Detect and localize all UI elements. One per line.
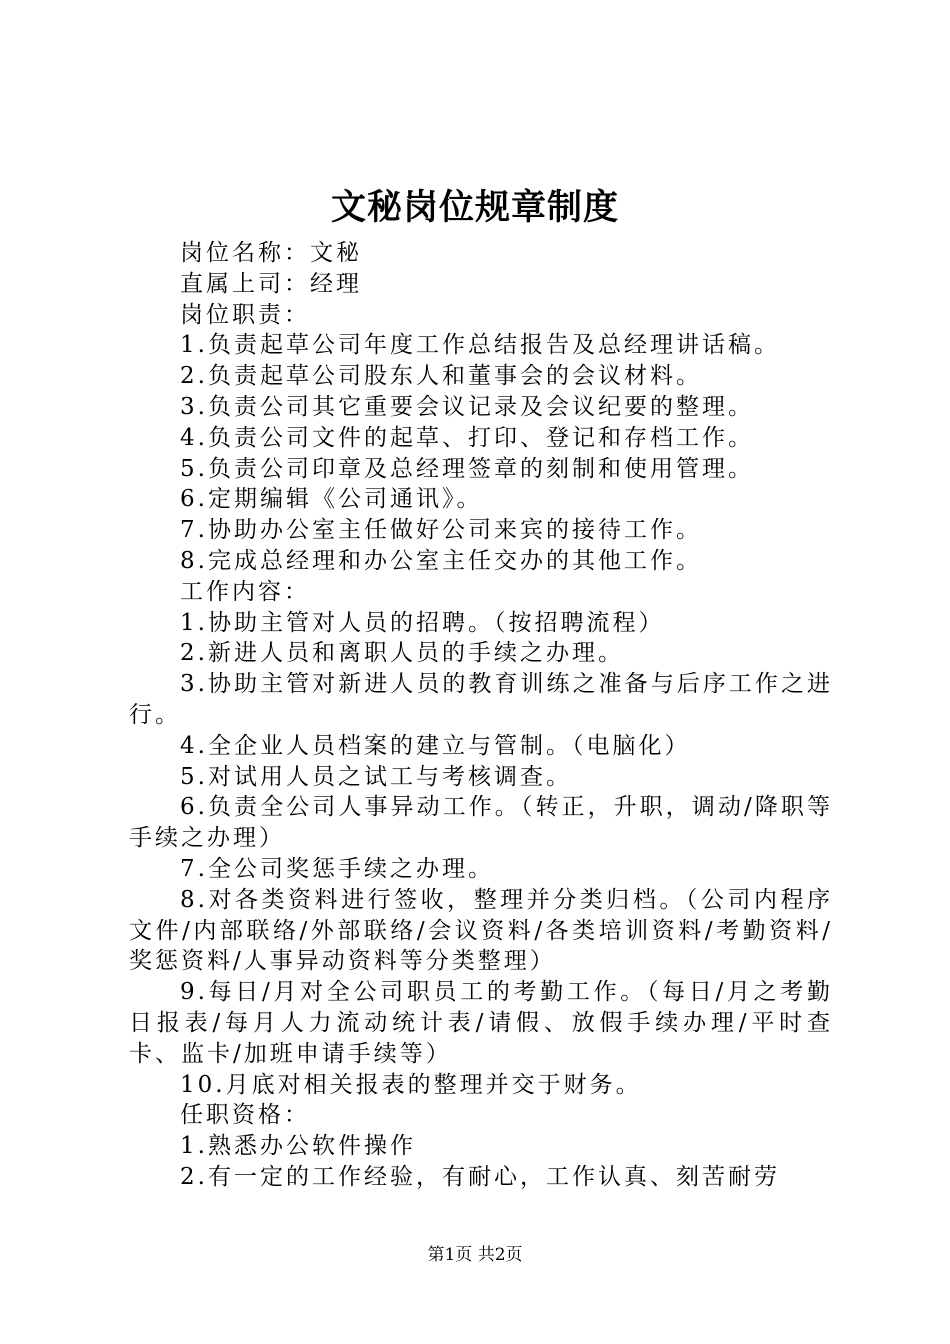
duty-item: 1.负责起草公司年度工作总结报告及总经理讲话稿。 — [180, 332, 780, 359]
work-item: 9.每日/月对全公司职员工的考勤工作。（每日/月之考勤日报表/每月人力流动统计表/请假、放假手续办理/平时查卡、监卡/加班申请手续等） — [129, 979, 833, 1067]
duty-item: 4.负责公司文件的起草、打印、登记和存档工作。 — [180, 424, 754, 451]
work-item: 10.月底对相关报表的整理并交于财务。 — [180, 1071, 642, 1098]
work-item: 2.新进人员和离职人员的手续之办理。 — [180, 640, 624, 667]
job-title-line: 岗位名称：文秘 — [180, 240, 362, 266]
duty-item: 2.负责起草公司股东人和董事会的会议材料。 — [180, 363, 702, 390]
section-heading-duties: 岗位职责： — [180, 301, 310, 328]
supervisor-line: 直属上司：经理 — [180, 270, 362, 297]
page-indicator: 第1页 共2页 — [427, 1245, 523, 1265]
document-body — [129, 238, 833, 1193]
work-item: 1.协助主管对人员的招聘。（按招聘流程） — [180, 609, 665, 636]
work-item: 7.全公司奖惩手续之办理。 — [180, 855, 494, 882]
duty-item: 8.完成总经理和办公室主任交办的其他工作。 — [180, 547, 702, 574]
work-item: 8.对各类资料进行签收，整理并分类归档。（公司内程序文件/内部联络/外部联络/会议资料/各类培训资料/考勤资料/奖惩资料/人事异动资料等分类整理） — [129, 886, 833, 975]
work-item: 4.全企业人员档案的建立与管制。（电脑化） — [180, 732, 691, 759]
duty-item: 5.负责公司印章及总经理签章的刻制和使用管理。 — [180, 455, 754, 482]
qualification-item: 2.有一定的工作经验，有耐心，工作认真、刻苦耐劳 — [180, 1163, 780, 1190]
document-title: 文秘岗位规章制度 — [330, 187, 619, 228]
qualification-item: 1.熟悉办公软件操作 — [180, 1133, 416, 1160]
duty-item: 7.协助办公室主任做好公司来宾的接待工作。 — [180, 517, 702, 544]
work-item: 5.对试用人员之试工与考核调查。 — [180, 763, 572, 790]
section-heading-work-content: 工作内容： — [180, 578, 310, 605]
duty-item: 6.定期编辑《公司通讯》。 — [180, 486, 483, 513]
duty-item: 3.负责公司其它重要会议记录及会议纪要的整理。 — [180, 393, 754, 420]
work-item: 3.协助主管对新进人员的教育训练之准备与后序工作之进行。 — [129, 671, 833, 728]
work-item: 6.负责全公司人事异动工作。（转正，升职，调动/降职等手续之办理） — [129, 794, 833, 852]
section-heading-qualifications: 任职资格： — [180, 1102, 310, 1129]
